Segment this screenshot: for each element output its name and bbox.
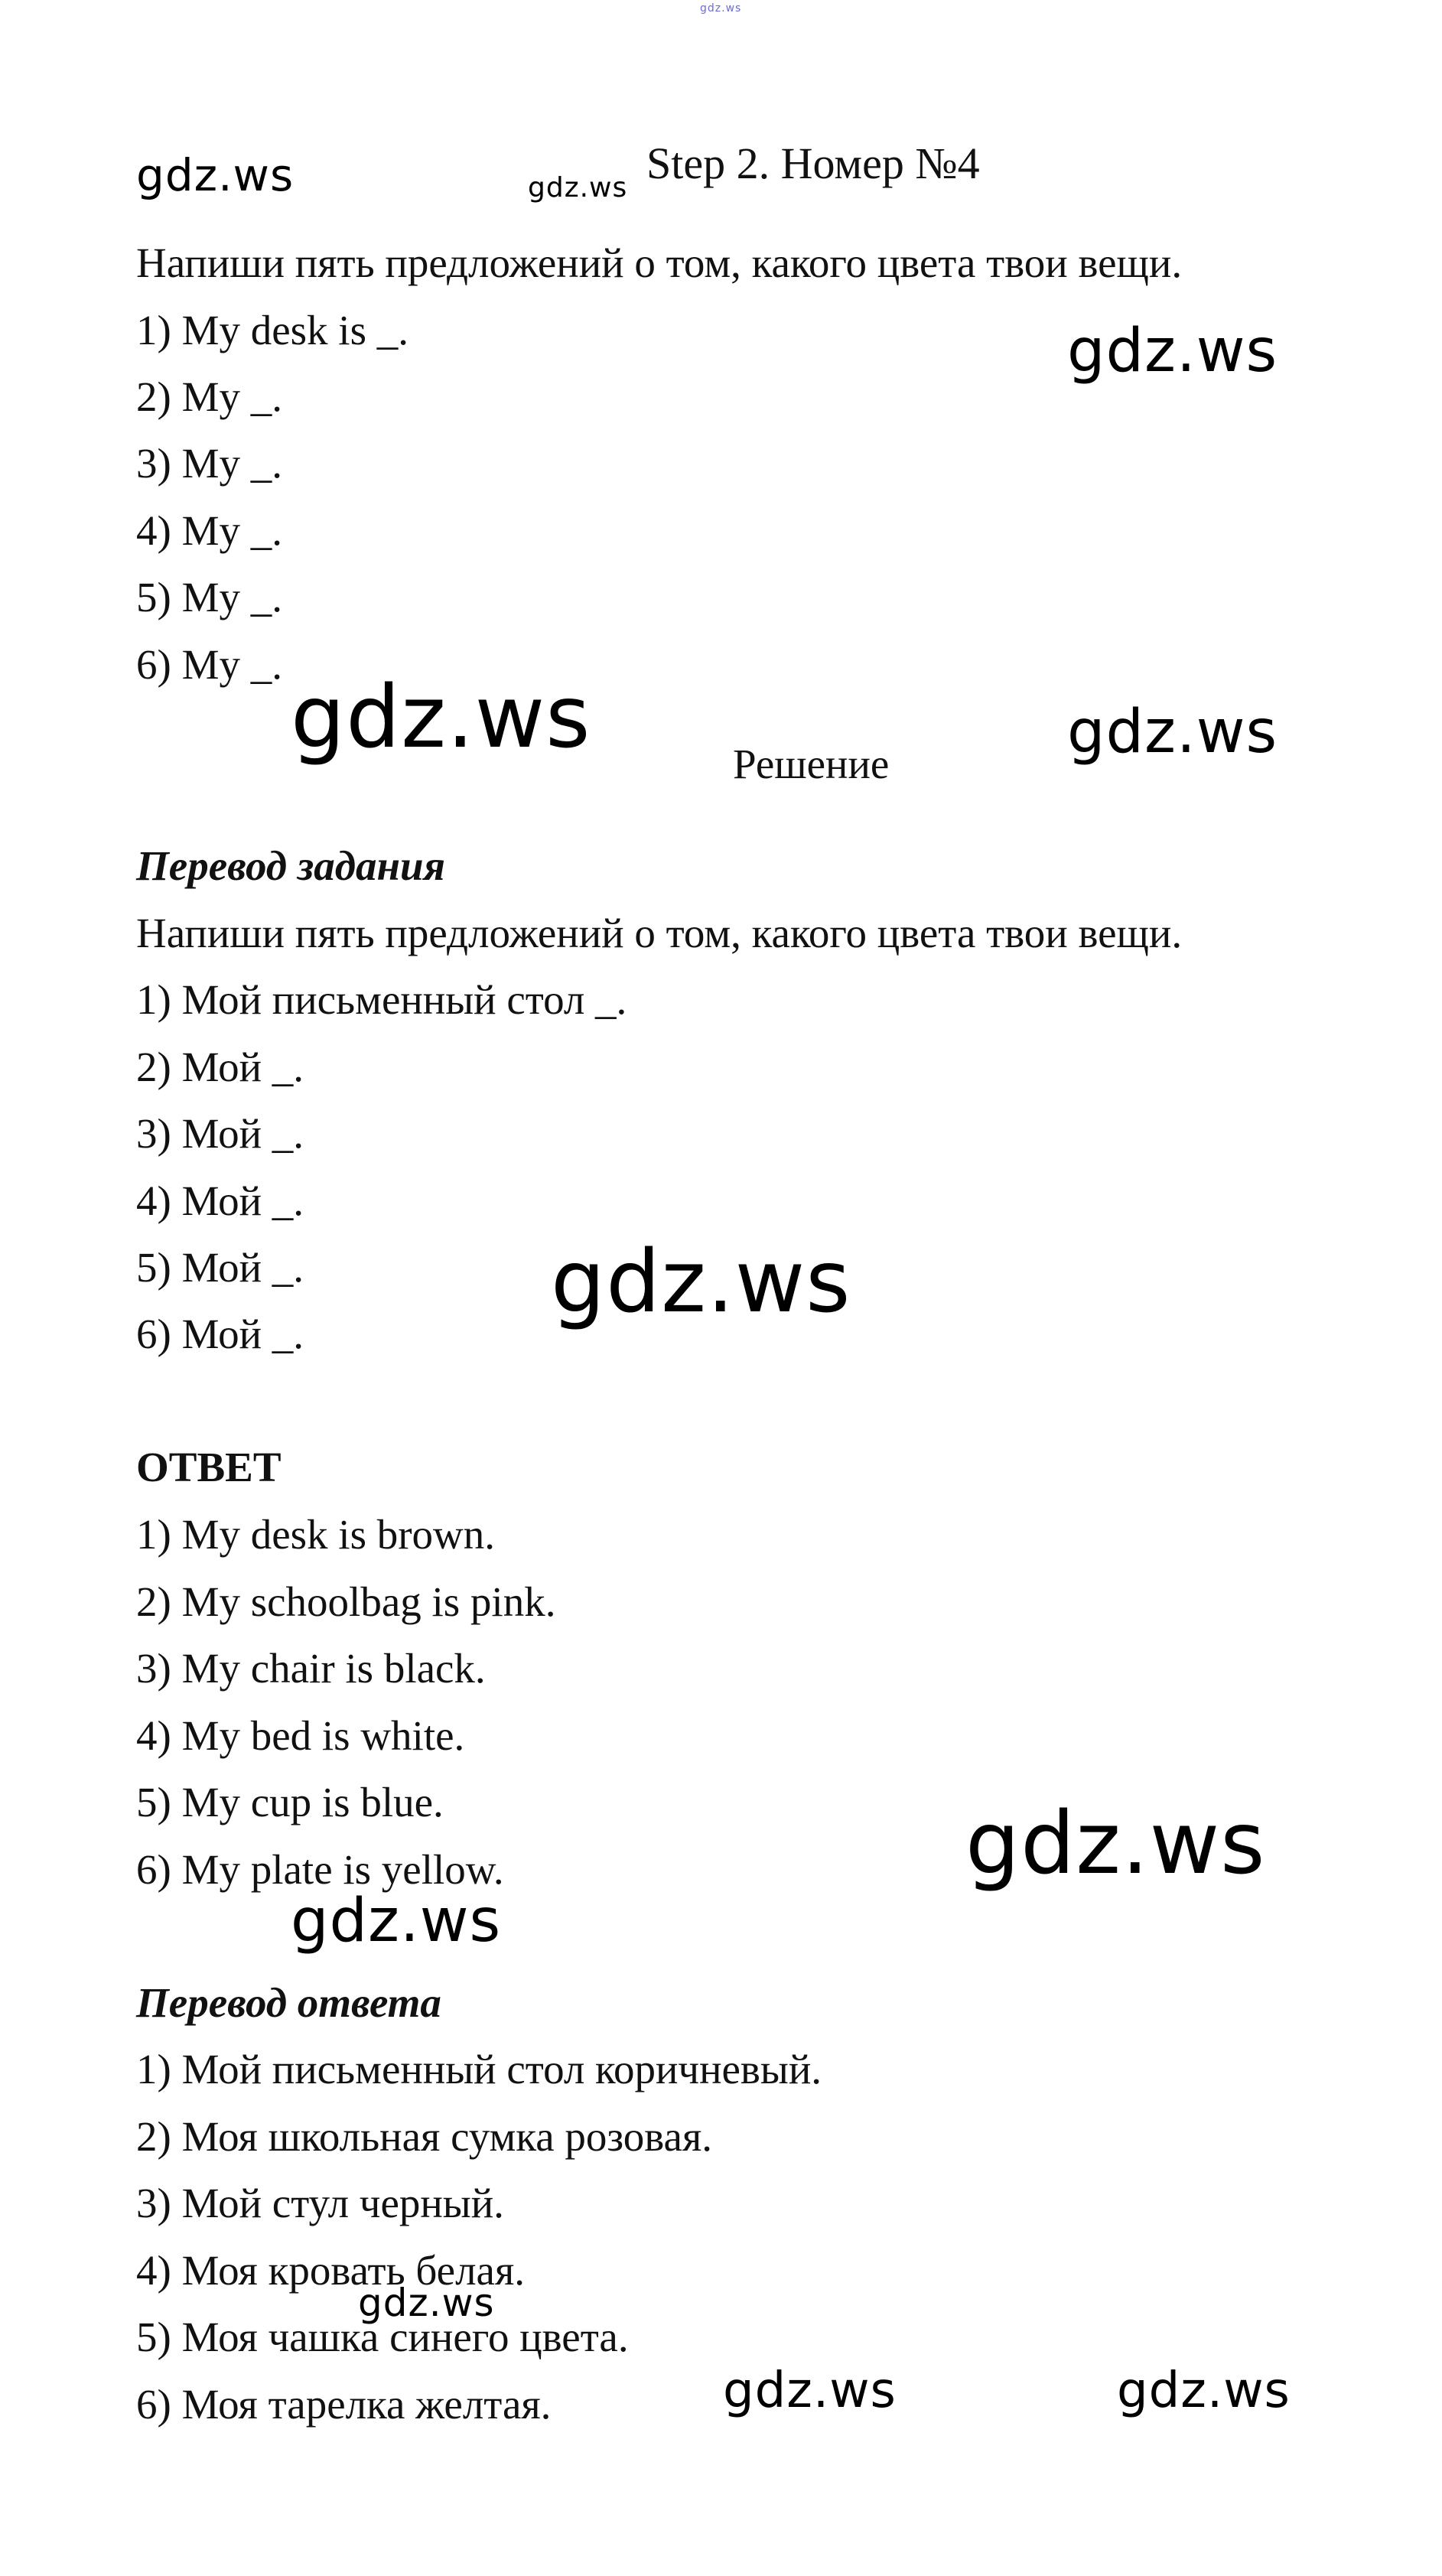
task-item: 1) My desk is _. — [136, 307, 409, 353]
watermark: gdz.ws — [1117, 2363, 1291, 2419]
answer-item: 6) My plate is yellow. — [136, 1846, 504, 1893]
translation-task-item: 6) Мой _. — [136, 1311, 304, 1357]
translation-answer-heading: Перевод ответа — [136, 1979, 441, 2026]
translation-task-item: 4) Мой _. — [136, 1177, 304, 1224]
watermark: gdz.ws — [291, 1887, 502, 1956]
watermark: gdz.ws — [136, 149, 295, 201]
watermark: gdz.ws — [723, 2363, 897, 2419]
task-item: 5) My _. — [136, 574, 282, 620]
task-item: 3) My _. — [136, 440, 282, 487]
watermark: gdz.ws — [358, 2281, 495, 2325]
answer-item: 2) My schoolbag is pink. — [136, 1578, 556, 1625]
translation-task-instruction: Напиши пять предложений о том, какого цвета твои вещи. — [136, 910, 1183, 956]
page-title: Step 2. Номер №4 — [646, 138, 980, 188]
answer-item: 3) My chair is black. — [136, 1645, 486, 1692]
translation-answer-item: 3) Мой стул черный. — [136, 2180, 504, 2226]
solution-label: Решение — [733, 741, 890, 787]
translation-answer-item: 1) Мой письменный стол коричневый. — [136, 2046, 822, 2092]
top-watermark: gdz.ws — [700, 2, 742, 15]
translation-answer-item: 5) Моя чашка синего цвета. — [136, 2314, 629, 2360]
answer-item: 4) My bed is white. — [136, 1712, 465, 1759]
translation-answer-item: 6) Моя тарелка желтая. — [136, 2381, 552, 2428]
task-item: 6) My _. — [136, 641, 282, 688]
translation-task-item: 3) Мой _. — [136, 1110, 304, 1157]
task-item: 2) My _. — [136, 373, 282, 420]
translation-task-item: 2) Мой _. — [136, 1044, 304, 1090]
answer-heading: ОТВЕТ — [136, 1444, 282, 1490]
answer-item: 1) My desk is brown. — [136, 1511, 496, 1558]
watermark: gdz.ws — [965, 1794, 1266, 1894]
watermark: gdz.ws — [551, 1233, 851, 1332]
translation-task-item: 5) Мой _. — [136, 1244, 304, 1291]
task-item: 4) My _. — [136, 507, 282, 554]
translation-answer-item: 2) Моя школьная сумка розовая. — [136, 2113, 713, 2160]
answer-item: 5) My cup is blue. — [136, 1779, 444, 1825]
task-instruction: Напиши пять предложений о том, какого цвета твои вещи. — [136, 239, 1183, 286]
translation-task-item: 1) Мой письменный стол _. — [136, 976, 627, 1023]
translation-task-heading: Перевод задания — [136, 842, 445, 889]
watermark: gdz.ws — [1067, 698, 1278, 767]
translation-answer-item: 4) Моя кровать белая. — [136, 2247, 525, 2294]
watermark: gdz.ws — [1067, 317, 1278, 386]
watermark: gdz.ws — [528, 172, 628, 204]
watermark: gdz.ws — [291, 668, 591, 767]
